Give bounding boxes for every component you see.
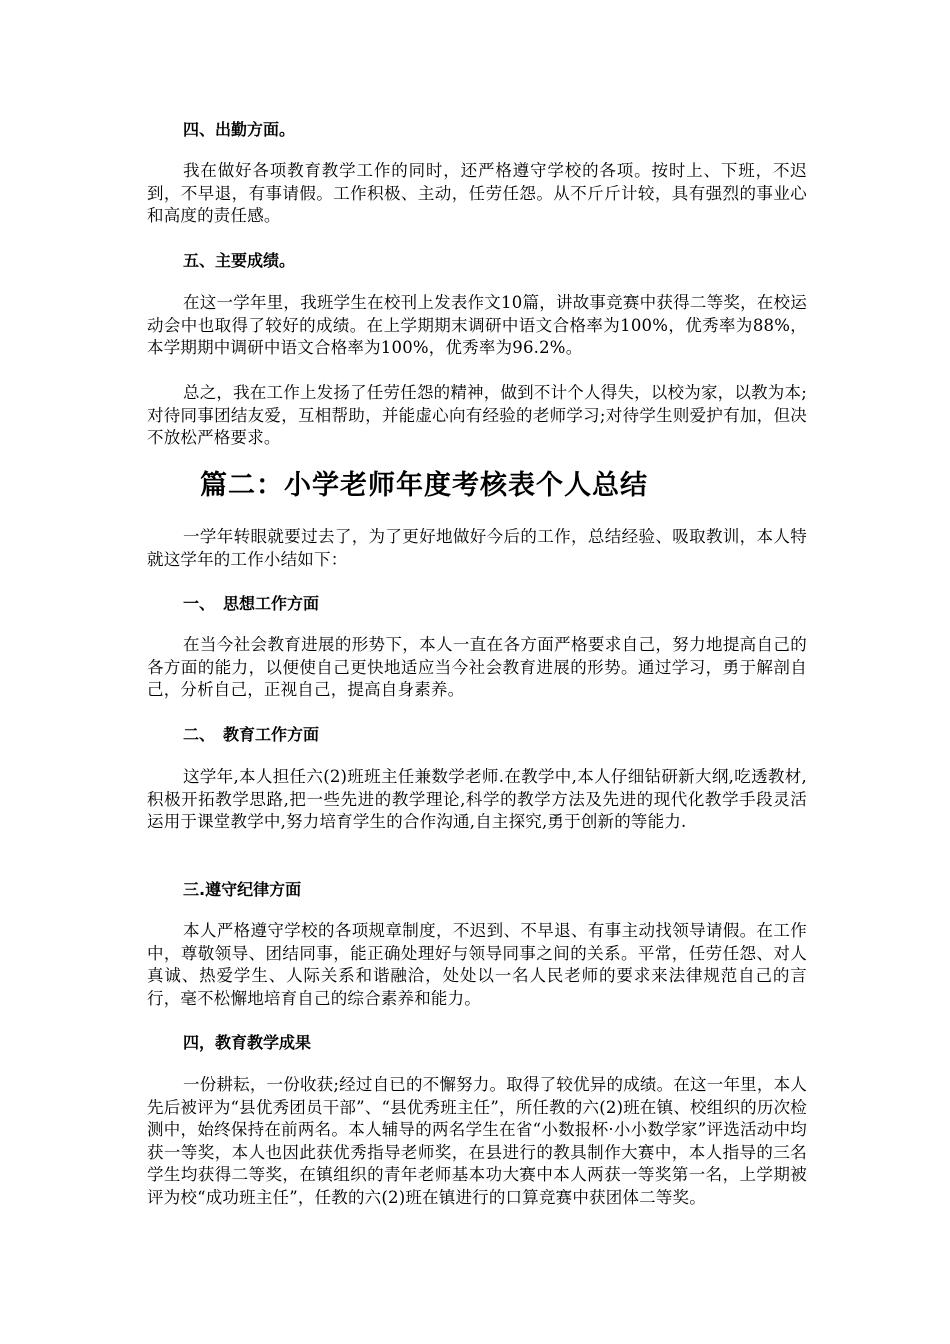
section-heading-attendance: 四、出勤方面。 bbox=[183, 120, 296, 139]
section-heading-discipline: 三.遵守纪律方面 bbox=[183, 880, 302, 899]
section-heading-results: 四，教育教学成果 bbox=[183, 1033, 312, 1052]
section-heading-achievements: 五、主要成绩。 bbox=[183, 251, 296, 270]
paragraph-attendance: 我在做好各项教育教学工作的同时，还严格遵守学校的各项。按时上、下班，不迟到，不早退，有事请假。工作积极、主动，任劳任怨。从不斤斤计较，具有强烈的事业心和高度的责任感。 bbox=[147, 161, 807, 225]
paragraph-education: 这学年,本人担任六(2)班班主任兼数学老师.在教学中,本人仔细钻研新大纲,吃透教材,积极开拓教学思路,把一些先进的教学理论,科学的教学方法及先进的现代化教学手段灵活运用于课堂教学中,努力培育学生的合作沟通,自主探究,勇于创新的等能力. bbox=[147, 767, 807, 831]
paragraph-achievements: 在这一学年里，我班学生在校刊上发表作文10篇，讲故事竞赛中获得二等奖，在校运动会中也取得了较好的成绩。在上学期期末调研中语文合格率为100%，优秀率为88%，本学期期中调研中语文合格率为100%，优秀率为96.2%。 bbox=[147, 293, 807, 357]
paragraph-discipline: 本人严格遵守学校的各项规章制度，不迟到、不早退、有事主动找领导请假。在工作中，尊敬领导、团结同事，能正确处理好与领导同事之间的关系。平常，任劳任怨、对人真诚、热爱学生、人际关系和谐融洽，处处以一名人民老师的要求来法律规范自己的言行，毫不松懈地培育自己的综合素养和能力。 bbox=[147, 921, 807, 1008]
section-heading-thought: 一、 思想工作方面 bbox=[183, 594, 320, 613]
paragraph-summary: 总之，我在工作上发扬了任劳任怨的精神，做到不计个人得失，以校为家，以教为本;对待同事团结友爱，互相帮助，并能虚心向有经验的老师学习;对待学生则爱护有加，但决不放松严格要求。 bbox=[147, 383, 807, 447]
part2-title: 篇二：小学老师年度考核表个人总结 bbox=[200, 470, 648, 501]
paragraph-thought: 在当今社会教育进展的形势下，本人一直在各方面严格要求自己，努力地提高自己的各方面的能力，以便使自己更快地适应当今社会教育进展的形势。通过学习，勇于解剖自己，分析自己，正视自己，提高自身素养。 bbox=[147, 635, 807, 699]
section-heading-education: 二、 教育工作方面 bbox=[183, 725, 320, 744]
paragraph-part2-intro: 一学年转眼就要过去了，为了更好地做好今后的工作，总结经验、吸取教训，本人特就这学年的工作小结如下： bbox=[147, 527, 807, 569]
paragraph-results: 一份耕耘，一份收获;经过自已的不懈努力。取得了较优异的成绩。在这一年里，本人先后被评为“县优秀团员干部”、“县优秀班主任”，所任教的六(2)班在镇、校组织的历次检测中，始终保持在前两名。本人辅导的两名学生在省“小数报杯·小小数学家”评选活动中均获一等奖，本人也因此获优秀指导老师奖，在县进行的教具制作大赛中，本人指导的三名学生均获得二等奖，在镇组织的青年老师基本功大赛中本人两获一等奖第一名，上学期被评为校“成功班主任”，任教的六(2)班在镇进行的口算竞赛中获团体二等奖。 bbox=[147, 1075, 807, 1207]
